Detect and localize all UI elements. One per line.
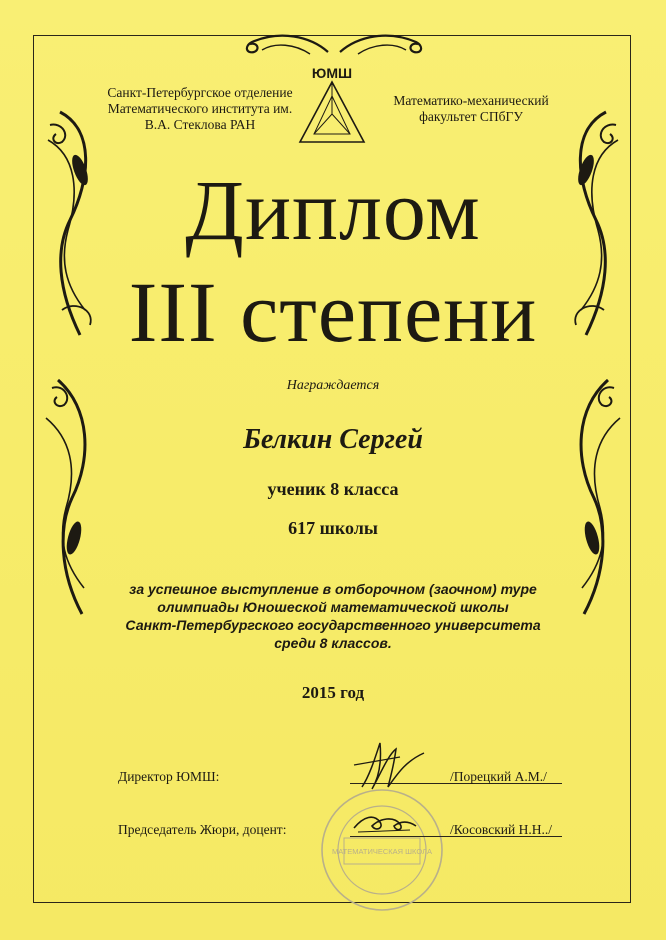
awarded-label: Награждается (286, 378, 380, 393)
header-left-line: В.А. Стеклова РАН (144, 117, 256, 132)
top-left-flourish (240, 28, 330, 58)
header-left-line: Санкт-Петербургское отделение (107, 85, 293, 100)
reason-line: Санкт-Петербургского государственного университета (125, 617, 541, 633)
title-diploma: Диплом (185, 162, 481, 258)
signer-role: Директор ЮМШ: (118, 769, 220, 784)
official-stamp (318, 786, 446, 914)
reason-line: среди 8 классов. (274, 635, 392, 651)
stamp-text: МАТЕМАТИЧЕСКАЯ ШКОЛА (331, 847, 433, 856)
jury-signature (350, 808, 420, 838)
header-left-institution (82, 85, 318, 133)
award-reason (80, 580, 586, 652)
title-degree: III степени (128, 264, 538, 360)
header-right-line: Математико-механический (393, 93, 549, 108)
reason-line: за успешное выступление в отборочном (заочном) туре (129, 581, 537, 597)
signer-name: /Косовский Н.Н../ (450, 822, 552, 837)
recipient-name: Белкин Сергей (243, 424, 423, 455)
header-right-line: факультет СПбГУ (419, 109, 523, 124)
header-right-faculty (382, 93, 560, 125)
award-year: 2015 год (301, 683, 365, 702)
logo-text: ЮМШ (311, 65, 353, 81)
header-left-line: Математического института им. (107, 101, 293, 116)
recipient-grade: ученик 8 класса (267, 479, 399, 499)
signer-role: Председатель Жюри, доцент: (118, 822, 287, 837)
director-signature (350, 735, 430, 795)
recipient-school: 617 школы (288, 518, 378, 538)
yumsh-logo (296, 62, 368, 148)
top-right-flourish (338, 28, 428, 58)
reason-line: олимпиады Юношеской математической школы (157, 599, 509, 615)
signer-name: /Порецкий А.М./ (450, 769, 547, 784)
